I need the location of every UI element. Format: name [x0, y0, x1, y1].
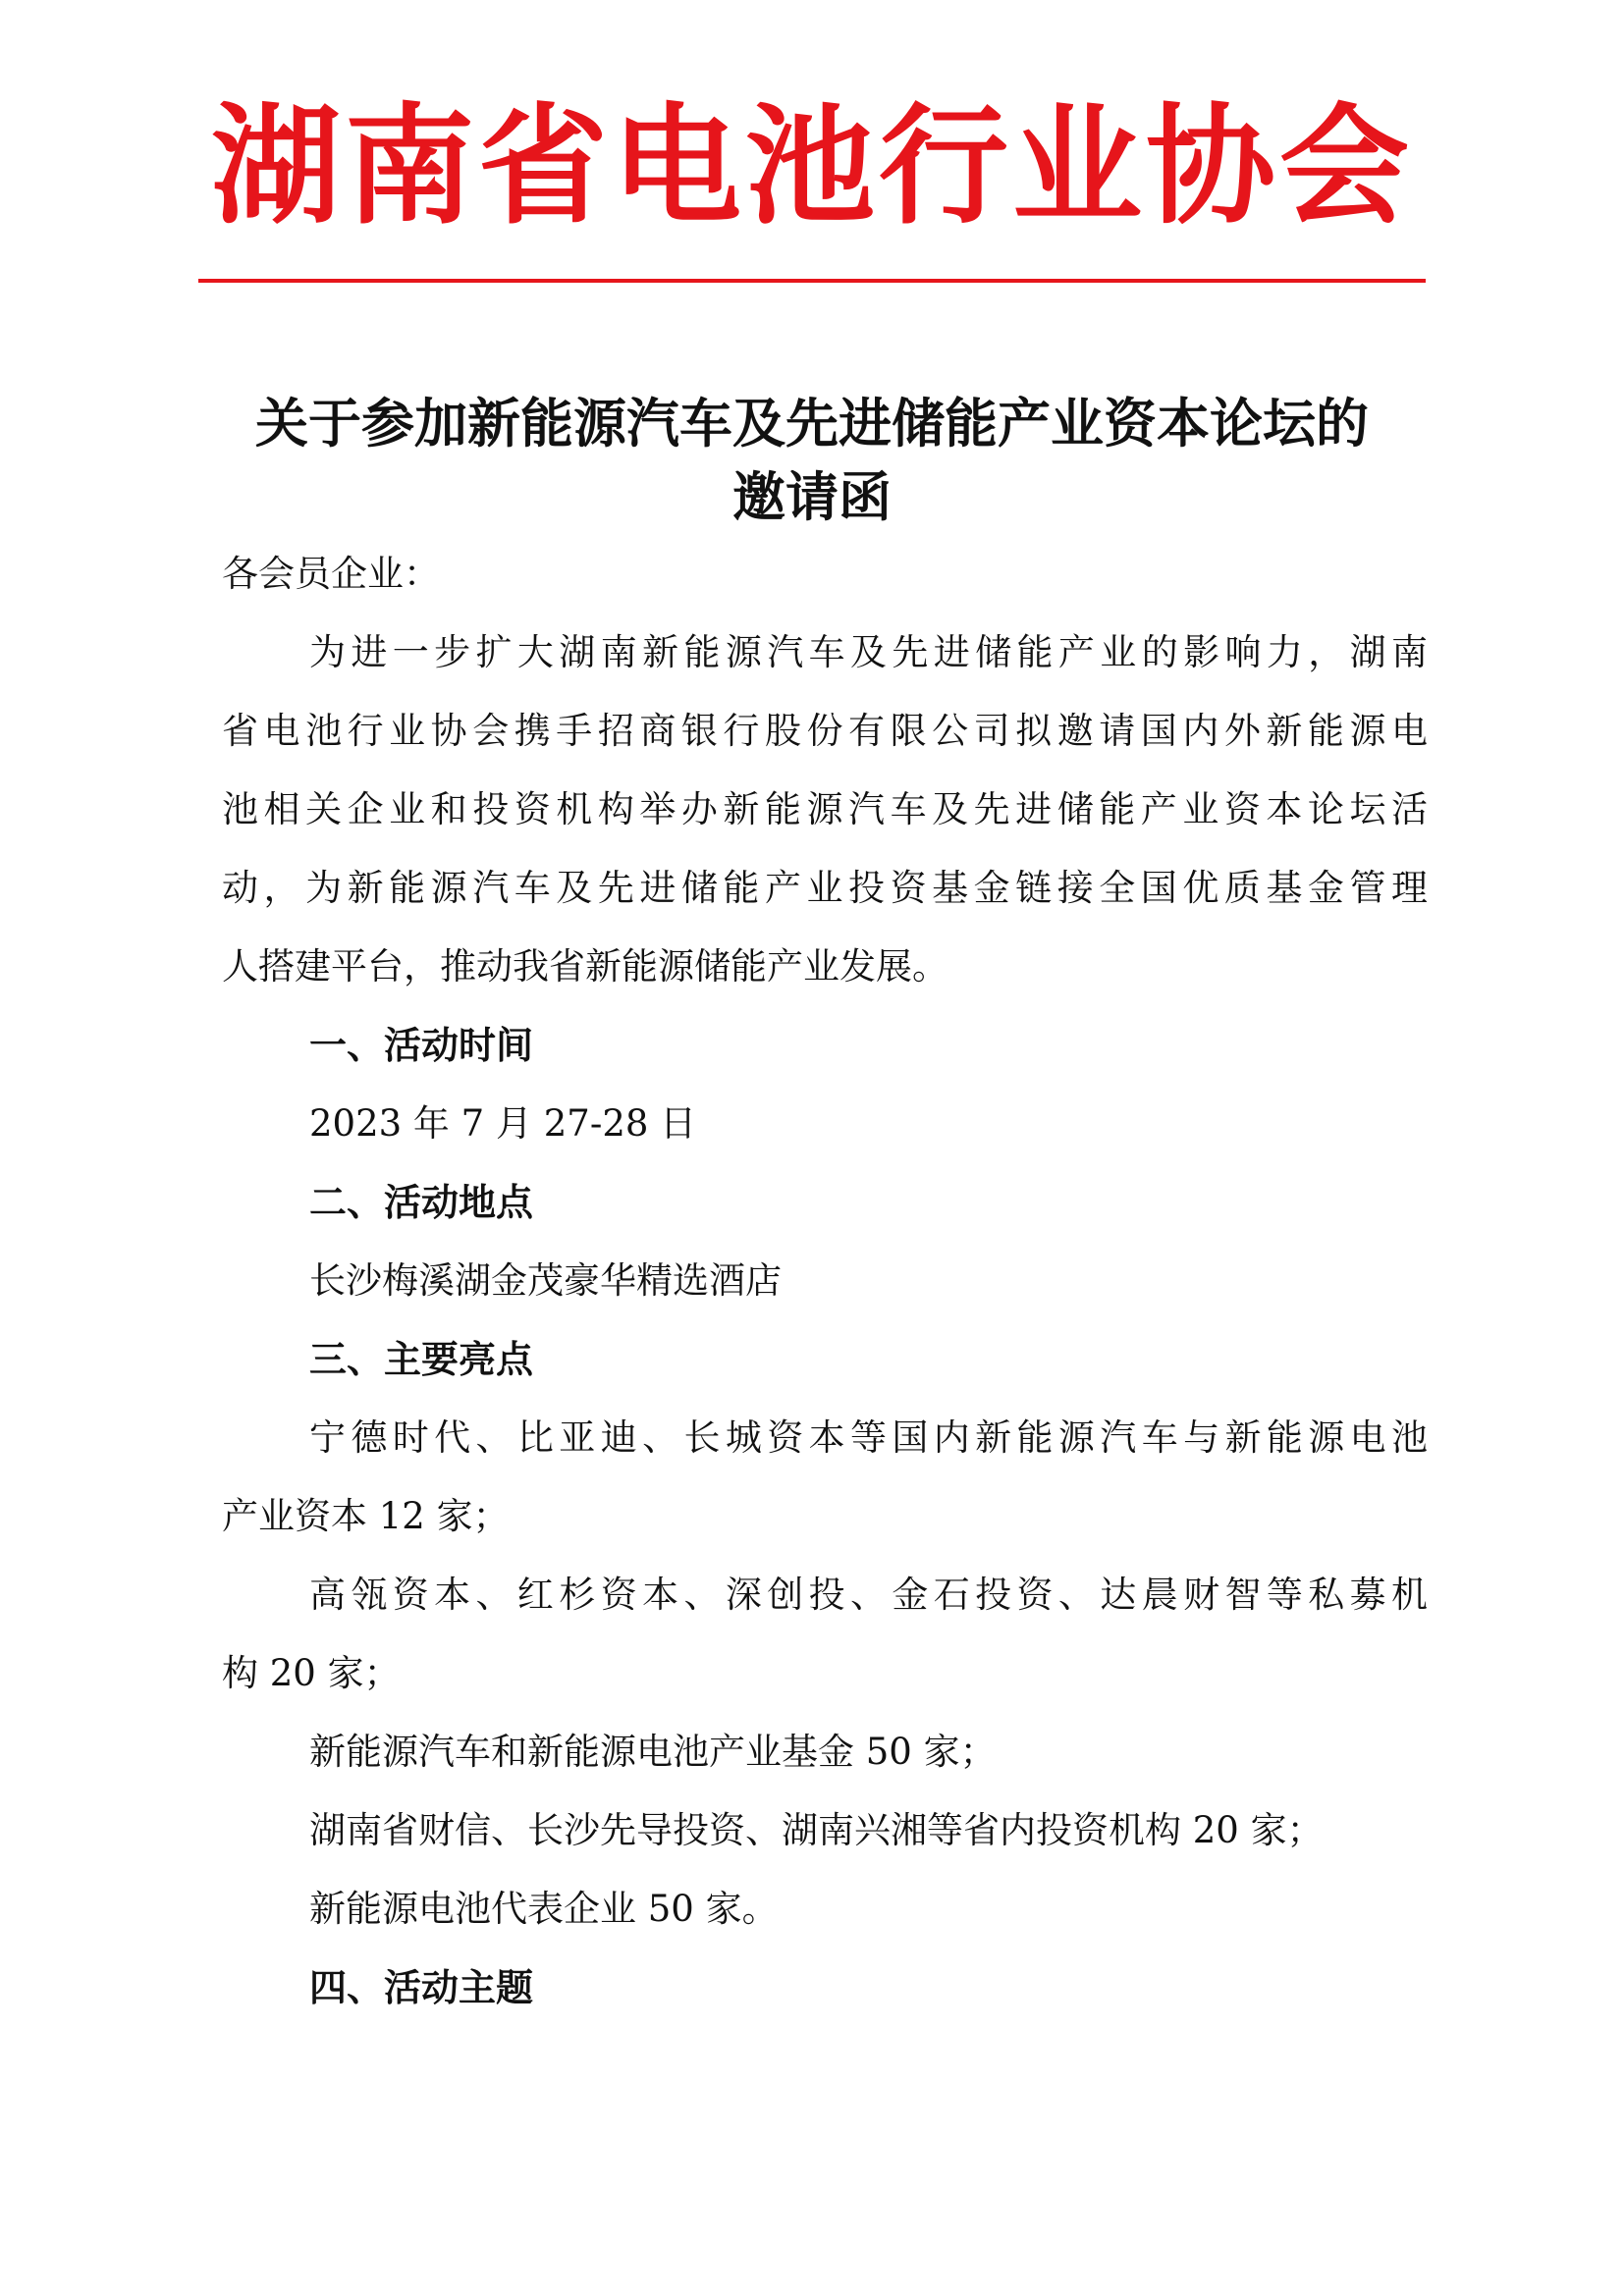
salutation: 各会员企业： — [222, 553, 440, 595]
section-time-heading: 一、活动时间 — [309, 1024, 534, 1067]
highlight-item-2-line-2: 构 20 家； — [222, 1652, 401, 1694]
highlight-item-1-line-2: 产业资本 12 家； — [222, 1495, 510, 1537]
highlight-item-3: 新能源汽车和新能源电池产业基金 50 家； — [309, 1731, 997, 1773]
document-title-line-1: 关于参加新能源汽车及先进储能产业资本论坛的 — [255, 393, 1369, 454]
section-highlights-heading: 三、主要亮点 — [309, 1338, 534, 1381]
masthead-divider — [198, 279, 1426, 283]
intro-line-1: 为进一步扩大湖南新能源汽车及先进储能产业的影响力，湖南 — [309, 631, 1428, 673]
section-theme-heading: 四、活动主题 — [309, 1966, 534, 2009]
section-location-heading: 二、活动地点 — [309, 1181, 534, 1224]
highlight-item-2-line-1: 高瓴资本、红杉资本、深创投、金石投资、达晨财智等私募机 — [309, 1574, 1428, 1616]
highlight-item-1-line-1: 宁德时代、比亚迪、长城资本等国内新能源汽车与新能源电池 — [309, 1416, 1428, 1459]
highlight-item-5: 新能源电池代表企业 50 家。 — [309, 1888, 779, 1930]
intro-line-4: 动，为新能源汽车及先进储能产业投资基金链接全国优质基金管理 — [222, 867, 1428, 909]
document-title-line-2: 邀请函 — [732, 466, 892, 528]
section-time-text: 2023 年 7 月 27-28 日 — [309, 1102, 697, 1145]
intro-line-5: 人搭建平台，推动我省新能源储能产业发展。 — [222, 945, 948, 988]
highlight-item-4: 湖南省财信、长沙先导投资、湖南兴湘等省内投资机构 20 家； — [309, 1809, 1324, 1851]
intro-line-2: 省电池行业协会携手招商银行股份有限公司拟邀请国内外新能源电 — [222, 710, 1428, 752]
section-location-text: 长沙梅溪湖金茂豪华精选酒店 — [309, 1259, 782, 1302]
org-masthead: 湖南省电池行业协会 — [211, 91, 1413, 242]
intro-line-3: 池相关企业和投资机构举办新能源汽车及先进储能产业资本论坛活 — [222, 788, 1428, 830]
